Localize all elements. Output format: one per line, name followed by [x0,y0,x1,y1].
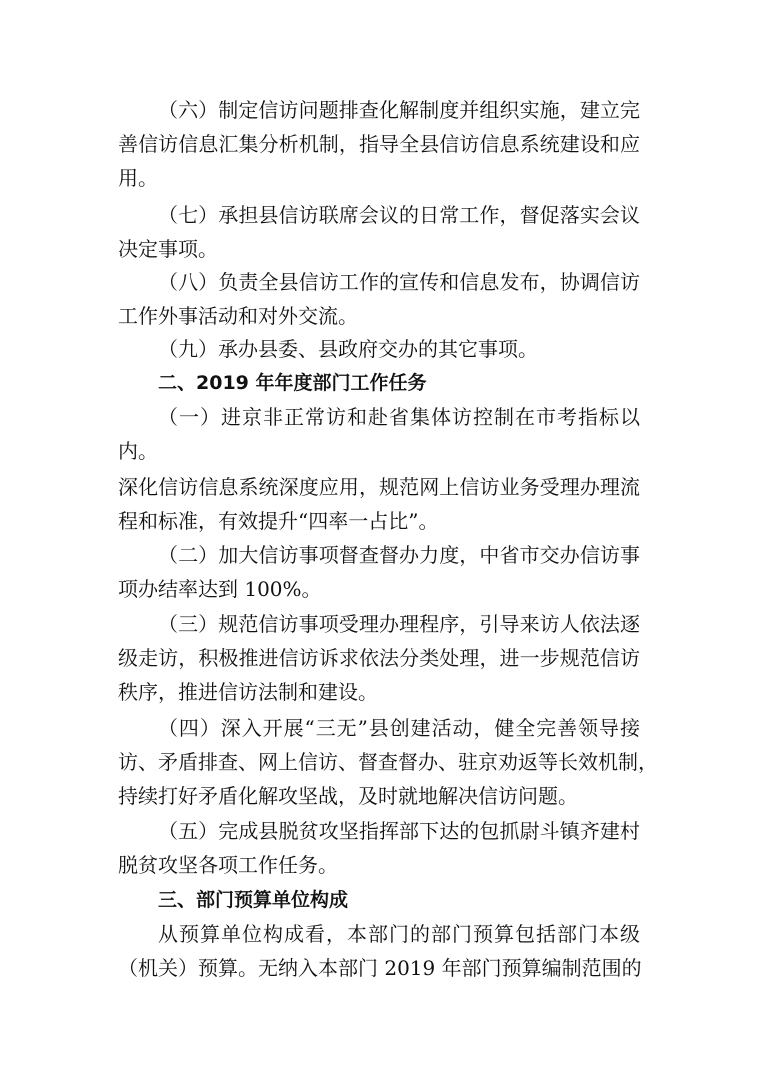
paragraph-line: （一）进京非正常访和赴省集体访控制在市考指标以 [158,405,640,429]
paragraph-line: （六）制定信访问题排查化解制度并组织实施，建立完 [158,98,640,122]
paragraph-line: 访、矛盾排查、网上信访、督查督办、驻京劝返等长效机制， [118,750,658,774]
paragraph-line: （七）承担县信访联席会议的日常工作，督促落实会议 [158,203,640,227]
section-heading: 三、部门预算单位构成 [158,889,349,911]
paragraph-line: 级走访，积极推进信访诉求依法分类处理，进一步规范信访 [118,646,640,670]
paragraph-line: （三）规范信访事项受理办理程序，引导来访人依法逐 [158,612,640,636]
paragraph-line: 用。 [118,166,158,190]
paragraph-line: 秩序，推进信访法制和建设。 [118,680,378,704]
paragraph-line: （九）承办县委、县政府交办的其它事项。 [158,337,538,361]
section-heading: 二、2019 年年度部门工作任务 [158,372,427,394]
paragraph-line: 持续打好矛盾化解攻坚战，及时就地解决信访问题。 [118,784,578,808]
paragraph-line: 深化信访信息系统深度应用，规范网上信访业务受理办理流 [118,475,640,499]
paragraph-line: 从预算单位构成看，本部门的部门预算包括部门本级 [158,922,640,946]
paragraph-line: 程和标准，有效提升“四率一占比”。 [118,509,439,533]
paragraph-line: （八）负责全县信访工作的宣传和信息发布，协调信访 [158,270,640,294]
paragraph-line: 工作外事活动和对外交流。 [118,304,358,328]
paragraph-line: 内。 [118,439,158,463]
paragraph-line: 脱贫攻坚各项工作任务。 [118,853,338,877]
paragraph-line: （机关）预算。无纳入本部门 2019 年部门预算编制范围的 [118,956,642,980]
paragraph-line: （二）加大信访事项督查督办力度，中省市交办信访事 [158,543,640,567]
paragraph-line: （四）深入开展“三无”县创建活动，健全完善领导接 [158,716,640,740]
paragraph-line: 项办结率达到 100%。 [118,577,322,601]
paragraph-line: 善信访信息汇集分析机制，指导全县信访信息系统建设和应 [118,132,640,156]
paragraph-line: （五）完成县脱贫攻坚指挥部下达的包抓尉斗镇齐建村 [158,819,640,843]
paragraph-line: 决定事项。 [118,237,218,261]
